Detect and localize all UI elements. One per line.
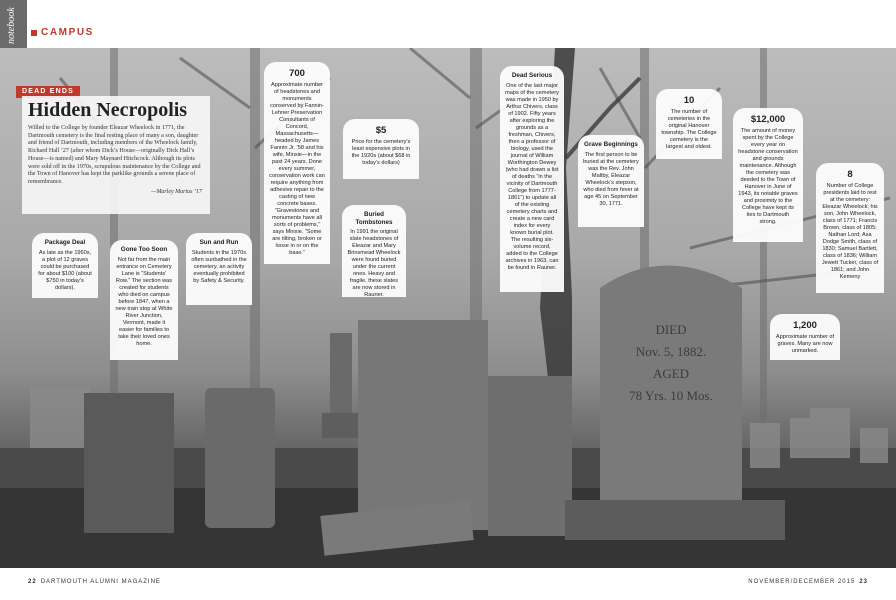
card-heading: Sun and Run xyxy=(199,239,239,246)
card-number: 8 xyxy=(847,169,853,180)
card-8 xyxy=(816,163,884,293)
page-header xyxy=(0,0,896,48)
card-1200 xyxy=(770,314,840,360)
notebook-label: notebook xyxy=(6,7,17,44)
card-body: The amount of money spent by the College every year on headstone conservation and grounds maintenance. Although the cemetery was deeded to the Town of Hanover in June of 1943, its notable graves and proximity to the College have kept its ties to Dartmouth strong. xyxy=(738,128,798,225)
card-number: $5 xyxy=(375,125,387,136)
card-5-dollars xyxy=(343,119,419,179)
card-number: 700 xyxy=(289,68,305,79)
page-title: Hidden Necropolis xyxy=(28,99,188,121)
card-heading: Dead Serious xyxy=(511,72,553,79)
left-folio xyxy=(28,579,161,585)
left-page-number: 22 xyxy=(28,579,37,585)
stone-line-4: 78 Yrs. 10 Mos. xyxy=(629,388,713,403)
card-heading: Gone Too Soon xyxy=(120,246,168,253)
stone-line-3: AGED xyxy=(652,366,690,381)
card-sun-and-run xyxy=(186,233,252,305)
card-body: Approximate number of graves. Many are now unmarked. xyxy=(775,334,835,354)
card-number: 10 xyxy=(683,95,695,106)
card-heading: Package Deal xyxy=(44,239,86,246)
card-buried-tombstones xyxy=(342,205,406,297)
card-package-deal xyxy=(32,233,98,298)
card-body: As late as the 1960s, a plot of 12 graves could be purchased for about $100 (about $750 in today’s dollars). xyxy=(38,249,92,291)
issue-date: NOVEMBER/DECEMBER 2015 xyxy=(748,579,856,585)
card-body: One of the last major maps of the cemetery was made in 1950 by Arthur Chivers, class of 1902. Fifty years after exploring the grounds as a freshman, Chivers, then a professor of biology, used the journal of William Worthington Dewey (who had drawn a list of deaths “in the vicinity of Dartmouth College from 1777-1861”) to update all of the existing cemetery charts and create a new card index for every known burial plot. The resulting six-volume record, added to the College archives in 1963, can be found in Rauner. xyxy=(505,82,559,271)
card-body: The first person to be buried at the cemetery was the Rev. John Maltby, Eleazar Wheelock’s stepson, who died from fever at age 45 on September 30, 1771. xyxy=(583,151,639,207)
card-body: Approximate number of headstones and monuments conserved by Fannin-Lehner Preservation Consultants of Concord, Massachusetts—headed by James Fannin Jr. ’58 and his wife, Minxie—in the past 24 years. Done every summer, conservation work can require anything from adhesive repair to the casting of new concrete bases. “Gravestones and monuments have all sorts of problems,” says Minxie. “Some are tilting, broken or loose in or on the base.” xyxy=(269,82,325,256)
card-body: The number of cemeteries in the original Hanover township. The College cemetery is the largest and oldest. xyxy=(661,109,717,150)
card-body: Students in the 1970s often sunbathed in the cemetery, an activity eventually prohibited by Safety & Security. xyxy=(191,249,247,284)
card-body: In 1991 the original slate headstones of Eleazar and Mary Brinsmead Wheelock were found buried under the current ones. Heavy and fragile, these slates are now stored in Rauner. xyxy=(347,229,401,298)
card-10 xyxy=(656,89,722,159)
section-marker-icon xyxy=(31,30,37,36)
card-700 xyxy=(264,62,330,264)
card-grave-beginnings xyxy=(578,135,644,227)
right-page-number: 23 xyxy=(859,579,868,585)
stone-line-1: DIED xyxy=(655,322,687,337)
notebook-tab xyxy=(0,0,27,48)
kicker-label: DEAD ENDS xyxy=(16,86,80,98)
right-folio xyxy=(748,579,868,585)
intro-body: Willed to the College by founder Eleazar Wheelock in 1771, the Dartmouth cemetery is the final resting place of many a son, daughter and friend of Dartmouth, including members of the Wheelock family, Richard Hall ’27 (after whom Dick’s House—originally Dick Hall’s House—is named) and Mary Maynard Hitchcock. Although its plots were sold off in the 1970s, scrupulous maintenance by the College and the Town of Hanover has kept the parklike grounds a serene place of remembrance. xyxy=(28,125,201,185)
page-footer xyxy=(0,568,896,600)
card-heading: Grave Beginnings xyxy=(584,141,638,148)
card-number: $12,000 xyxy=(750,114,786,125)
intro-box xyxy=(22,96,210,214)
card-gone-too-soon xyxy=(110,240,178,360)
card-body: Not far from the main entrance on Cemetery Lane is “Students’ Row.” The section was created for students who died on campus before 1847, when a new train stop at White River Junction, Vermont, made it easier for families to take their loved ones home. xyxy=(115,256,173,347)
card-body: Number of College presidents laid to rest at the cemetery: Eleazar Wheelock; his son, John Wheelock, class of 1771; Francis Brown, class of 1805; Nathan Lord; Asa Dodge Smith, class of 1830; Samuel Bartlett, class of 1836; William Jewett Tucker, class of 1861; and John Kemeny xyxy=(821,183,879,280)
card-heading: Buried Tombstones xyxy=(355,211,393,226)
card-12000 xyxy=(733,108,803,242)
stone-line-2: Nov. 5, 1882. xyxy=(635,344,707,359)
card-body: Price for the cemetery’s least expensive plots in the 1920s (about $68 in today’s dollars) xyxy=(351,139,411,166)
card-dead-serious xyxy=(500,66,564,292)
section-label: CAMPUS xyxy=(41,27,94,38)
magazine-name: DARTMOUTH ALUMNI MAGAZINE xyxy=(40,579,161,585)
intro-credit: —Marley Marius ’17 xyxy=(151,188,202,195)
card-number: 1,200 xyxy=(793,320,817,331)
